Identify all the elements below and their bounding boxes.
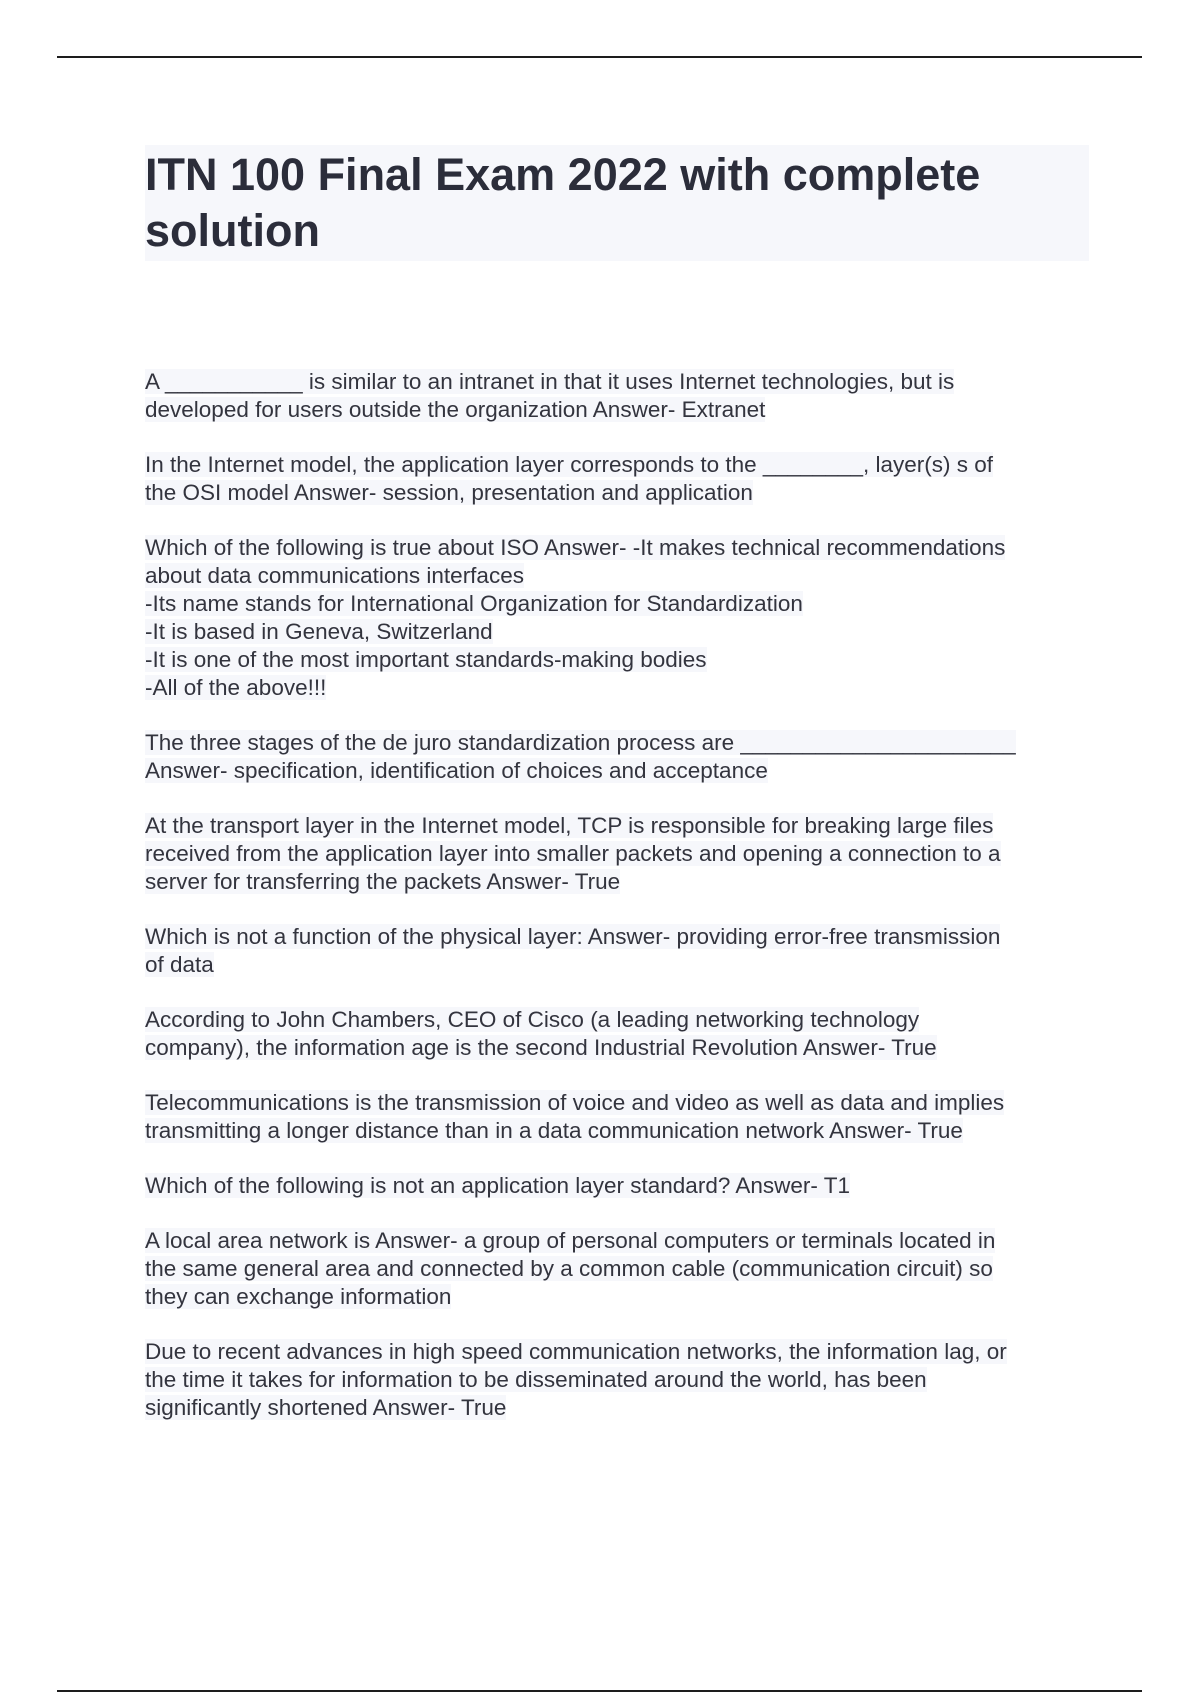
- qa-line: [145, 396, 1080, 424]
- qa-line-text: developed for users outside the organization Answer- Extranet: [145, 397, 766, 422]
- qa-line-text: received from the application layer into smaller packets and opening a connection to a: [145, 841, 1001, 866]
- qa-line-text: A ___________ is similar to an intranet in that it uses Internet technologies, but is: [145, 369, 955, 394]
- qa-line-text: the time it takes for information to be disseminated around the world, has been: [145, 1367, 927, 1392]
- qa-line: [145, 1366, 1080, 1394]
- bottom-divider: [57, 1690, 1142, 1692]
- qa-line-text: company), the information age is the second Industrial Revolution Answer- True: [145, 1035, 937, 1060]
- qa-line: [145, 1227, 1080, 1255]
- qa-line: [145, 1089, 1080, 1117]
- qa-item: [145, 1227, 1080, 1311]
- qa-line: [145, 951, 1080, 979]
- qa-line: [145, 479, 1080, 507]
- qa-line: [145, 923, 1080, 951]
- qa-line: [145, 757, 1080, 785]
- qa-line: [145, 368, 1080, 396]
- qa-line: [145, 840, 1080, 868]
- qa-item: [145, 812, 1080, 896]
- qa-item: [145, 729, 1080, 785]
- qa-line: [145, 868, 1080, 896]
- qa-line: [145, 1394, 1080, 1422]
- qa-item: [145, 451, 1080, 507]
- qa-line-text: In the Internet model, the application layer corresponds to the ________, layer(s) s of: [145, 452, 994, 477]
- qa-item: [145, 368, 1080, 424]
- qa-line-text: -It is one of the most important standards-making bodies: [145, 647, 707, 672]
- qa-line-text: At the transport layer in the Internet model, TCP is responsible for breaking large files: [145, 813, 994, 838]
- top-divider: [57, 56, 1142, 58]
- qa-item: [145, 534, 1080, 702]
- qa-line: [145, 812, 1080, 840]
- qa-line: [145, 1283, 1080, 1311]
- qa-line-text: -All of the above!!!: [145, 675, 327, 700]
- title-line: ITN 100 Final Exam 2022 with complete: [145, 149, 981, 200]
- qa-line: [145, 618, 1080, 646]
- title-block: [145, 145, 1089, 261]
- qa-line-text: -It is based in Geneva, Switzerland: [145, 619, 493, 644]
- qa-line: [145, 1338, 1080, 1366]
- title-line: solution: [145, 205, 320, 256]
- qa-line-text: According to John Chambers, CEO of Cisco (a leading networking technology: [145, 1007, 920, 1032]
- qa-line-text: server for transferring the packets Answer- True: [145, 869, 621, 894]
- qa-line: [145, 1006, 1080, 1034]
- qa-line: [145, 1034, 1080, 1062]
- qa-line: [145, 451, 1080, 479]
- qa-line-text: The three stages of the de juro standardization process are ______________________: [145, 730, 1016, 755]
- qa-line: [145, 1172, 1080, 1200]
- qa-item: [145, 1172, 1080, 1200]
- question-list: [145, 368, 1080, 1449]
- qa-line: [145, 1255, 1080, 1283]
- qa-line-text: of data: [145, 952, 214, 977]
- qa-line-text: transmitting a longer distance than in a data communication network Answer- True: [145, 1118, 963, 1143]
- qa-line-text: A local area network is Answer- a group of personal computers or terminals located in: [145, 1228, 996, 1253]
- qa-line-text: Which is not a function of the physical layer: Answer- providing error-free transmission: [145, 924, 1001, 949]
- qa-line-text: Due to recent advances in high speed communication networks, the information lag, or: [145, 1339, 1007, 1364]
- qa-line-text: Answer- specification, identification of choices and acceptance: [145, 758, 768, 783]
- qa-item: [145, 1006, 1080, 1062]
- qa-item: [145, 1089, 1080, 1145]
- qa-line-text: the OSI model Answer- session, presentation and application: [145, 480, 753, 505]
- qa-line-text: about data communications interfaces: [145, 563, 524, 588]
- qa-line-text: the same general area and connected by a common cable (communication circuit) so: [145, 1256, 993, 1281]
- qa-line: [145, 729, 1080, 757]
- qa-line-text: Telecommunications is the transmission of voice and video as well as data and implies: [145, 1090, 1005, 1115]
- qa-line-text: Which of the following is true about ISO Answer- -It makes technical recommendations: [145, 535, 1006, 560]
- qa-line: [145, 1117, 1080, 1145]
- document-title: [145, 147, 1089, 259]
- qa-line: [145, 590, 1080, 618]
- qa-line: [145, 534, 1080, 562]
- qa-line: [145, 646, 1080, 674]
- qa-line-text: significantly shortened Answer- True: [145, 1395, 507, 1420]
- qa-line: [145, 562, 1080, 590]
- qa-line-text: Which of the following is not an application layer standard? Answer- T1: [145, 1173, 850, 1198]
- qa-line: [145, 674, 1080, 702]
- qa-line-text: -Its name stands for International Organization for Standardization: [145, 591, 803, 616]
- qa-item: [145, 923, 1080, 979]
- qa-line-text: they can exchange information: [145, 1284, 452, 1309]
- qa-item: [145, 1338, 1080, 1422]
